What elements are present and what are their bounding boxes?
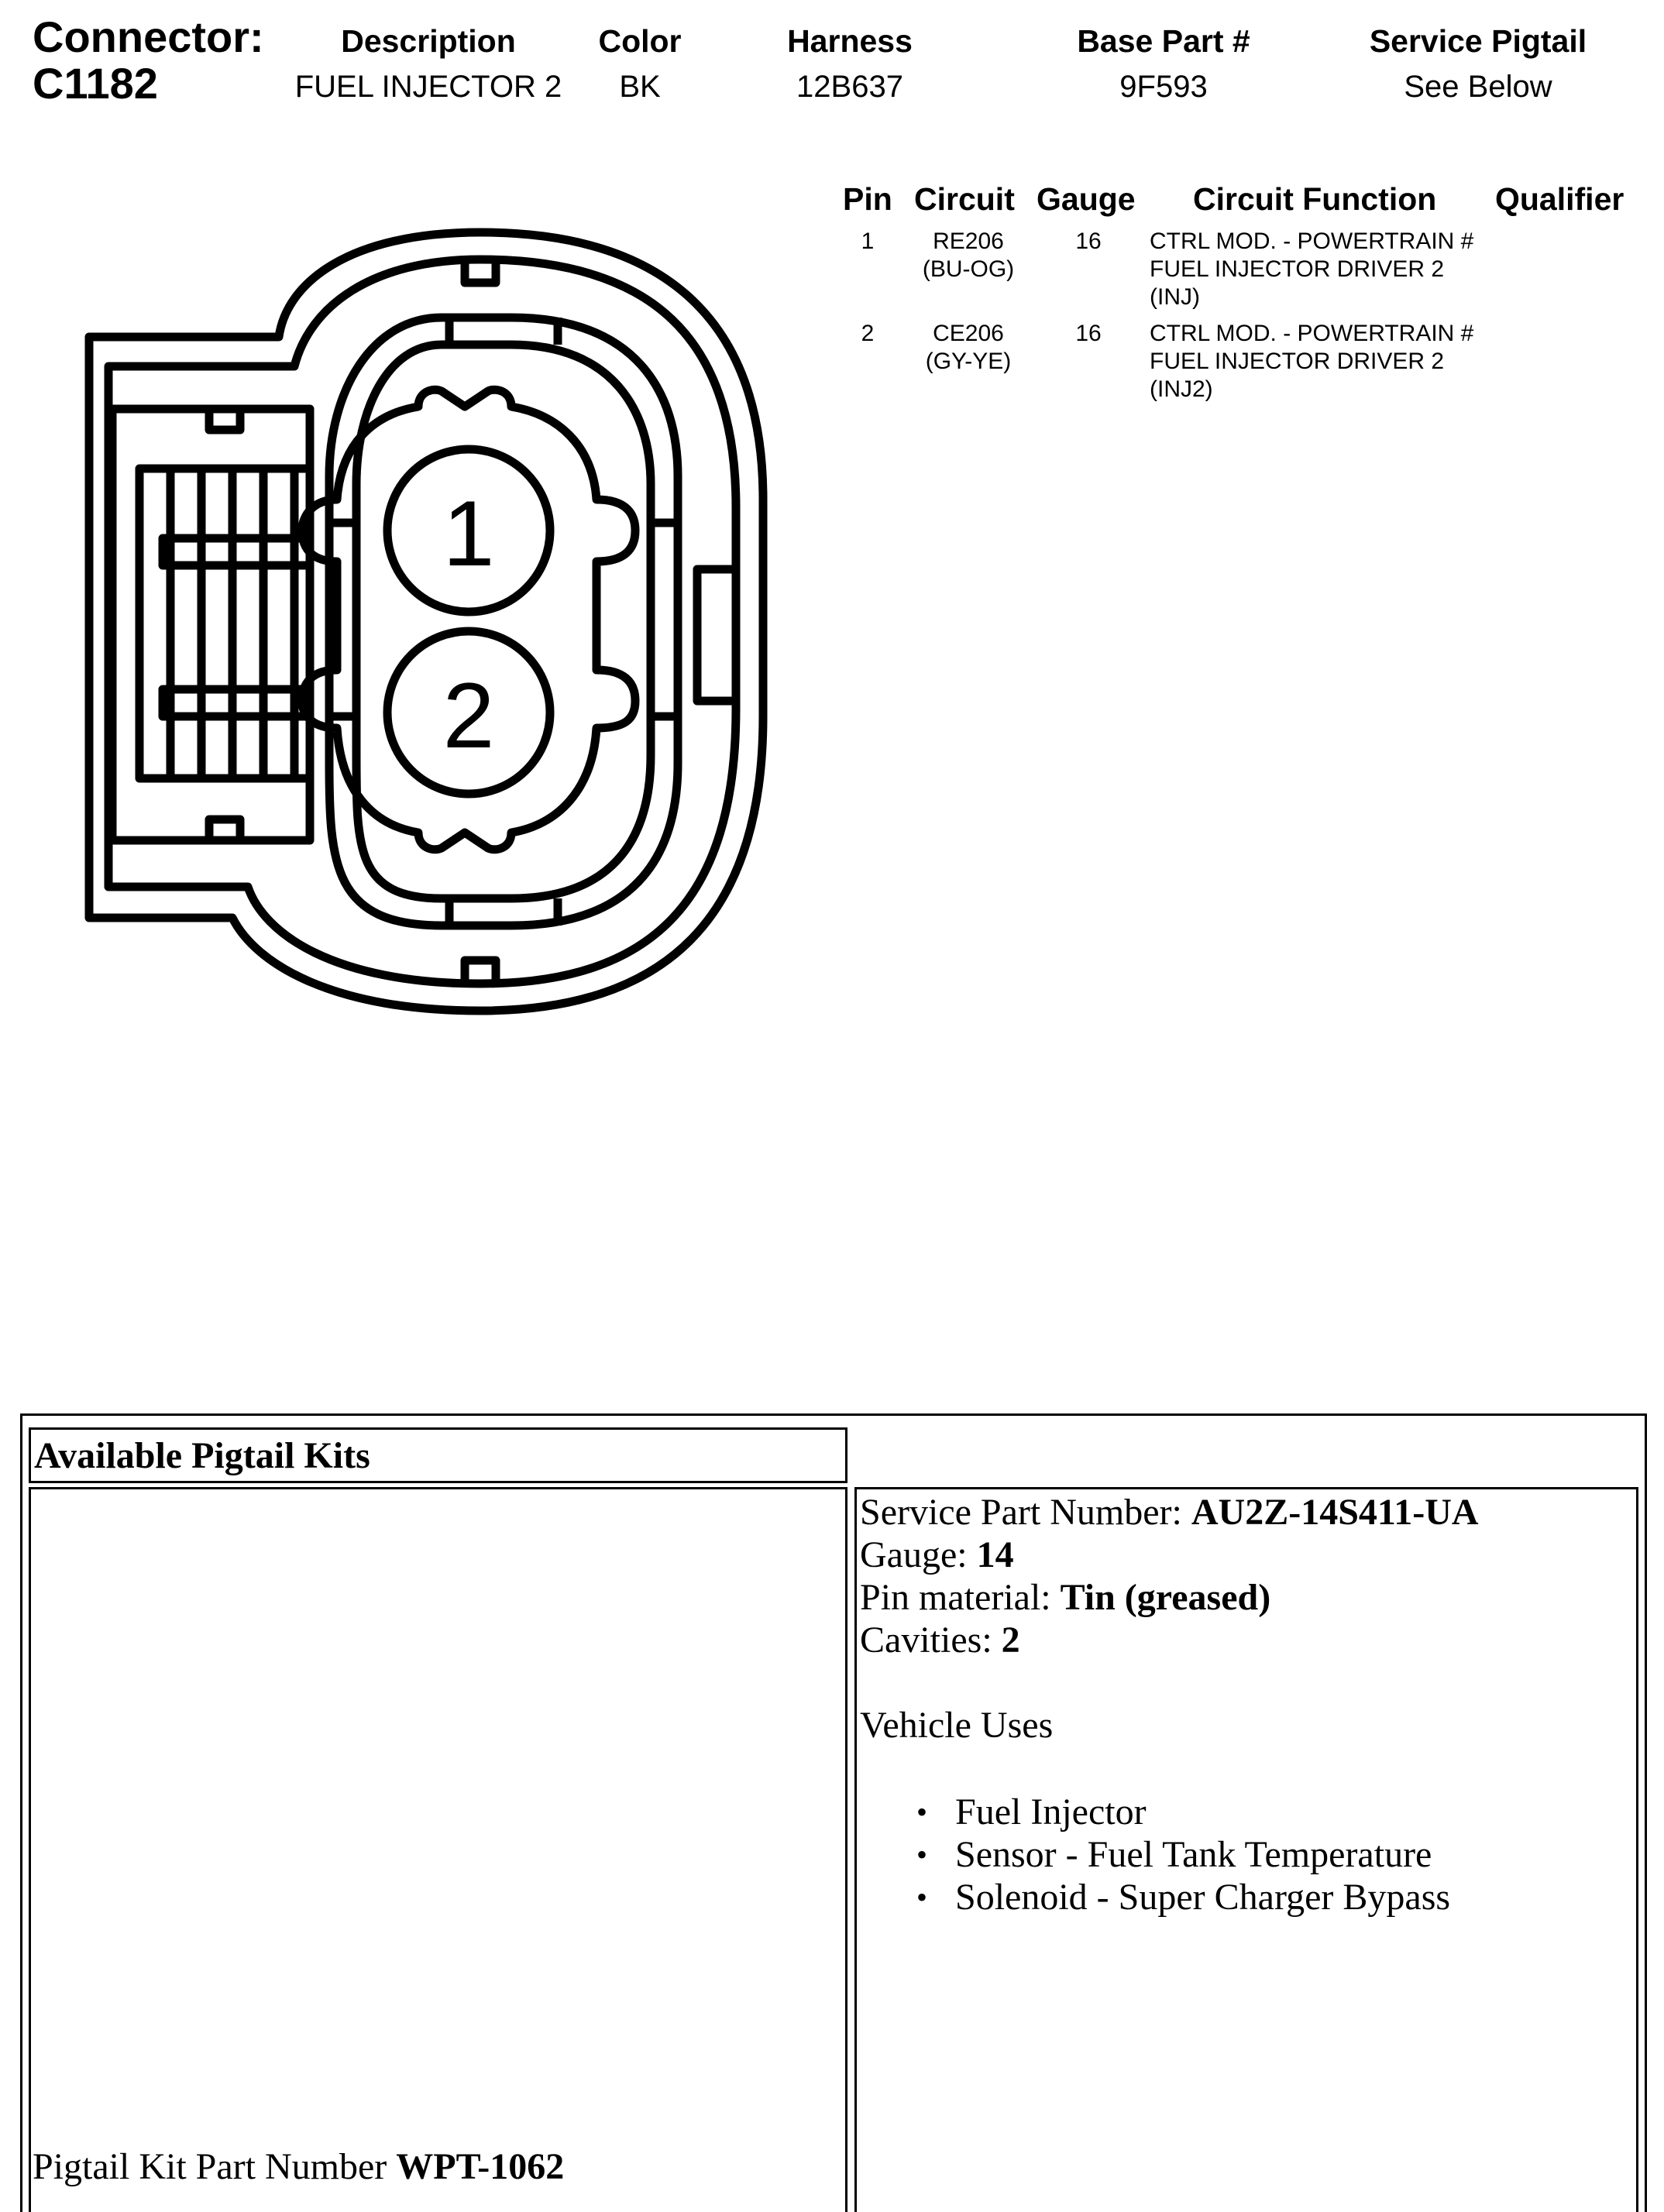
list-item: • Fuel Injector xyxy=(916,1791,1450,1833)
housing-inner-wall xyxy=(356,345,651,898)
cavity-label-2: 2 xyxy=(442,664,495,768)
gauge-value: 16 xyxy=(1075,228,1102,254)
pin-table-header-gauge: Gauge xyxy=(1037,181,1136,217)
header-color: Color xyxy=(598,23,682,59)
circuit-function-line: FUEL INJECTOR DRIVER 2 xyxy=(1150,256,1445,282)
value-color: BK xyxy=(619,70,661,104)
pigtail-kit-title-box xyxy=(29,1427,847,1483)
list-item: • Solenoid - Super Charger Bypass xyxy=(916,1876,1450,1918)
value-description: FUEL INJECTOR 2 xyxy=(294,70,562,104)
value-service-pigtail: See Below xyxy=(1404,70,1552,104)
list-item: • Sensor - Fuel Tank Temperature xyxy=(916,1833,1450,1876)
pigtail-kit-image-cell xyxy=(29,1487,847,2212)
pin-material-info: Pin material: Tin (greased) xyxy=(860,1577,1271,1618)
pin-table-header-function: Circuit Function xyxy=(1193,181,1437,217)
pin-table-header-pin: Pin xyxy=(843,181,892,217)
circuit-color: (BU-OG) xyxy=(922,256,1015,282)
pin-table-header-circuit: Circuit xyxy=(914,181,1015,217)
service-part-number-value: AU2Z-14S411-UA xyxy=(1191,1492,1479,1533)
cavities-info: Cavities: 2 xyxy=(860,1620,1020,1661)
header-harness: Harness xyxy=(787,23,913,59)
circuit-function-line: (INJ2) xyxy=(1150,376,1213,402)
header-service-pigtail: Service Pigtail xyxy=(1369,23,1587,59)
gauge-info: Gauge: 14 xyxy=(860,1534,1014,1575)
circuit-function-line: CTRL MOD. - POWERTRAIN # xyxy=(1150,228,1474,254)
circuit-id: RE206 xyxy=(933,228,1004,254)
pin-number: 2 xyxy=(861,321,875,346)
circuit-id: CE206 xyxy=(933,321,1004,346)
vehicle-uses-title: Vehicle Uses xyxy=(860,1705,1054,1746)
gauge-value: 16 xyxy=(1075,321,1102,346)
housing-outer-wall xyxy=(329,318,678,926)
cavities-value: 2 xyxy=(1001,1620,1020,1661)
header-description: Description xyxy=(341,23,516,59)
pin-material-value: Tin (greased) xyxy=(1060,1577,1271,1618)
right-key-notch xyxy=(697,569,736,701)
circuit-function-line: CTRL MOD. - POWERTRAIN # xyxy=(1150,321,1474,346)
pin-number: 1 xyxy=(861,228,875,254)
cavity-label-1: 1 xyxy=(442,482,495,586)
pigtail-kit-part-number-value: WPT-1062 xyxy=(396,2146,565,2187)
gauge-info-value: 14 xyxy=(976,1534,1014,1575)
header-base-part: Base Part # xyxy=(1077,23,1250,59)
value-base-part: 9F593 xyxy=(1119,70,1208,104)
connector-id: C1182 xyxy=(33,59,158,108)
service-part-number: Service Part Number: AU2Z-14S411-UA xyxy=(860,1492,1479,1533)
circuit-function-line: FUEL INJECTOR DRIVER 2 xyxy=(1150,349,1445,374)
connector-face-diagram xyxy=(77,221,790,1026)
pigtail-kit-title: Available Pigtail Kits xyxy=(34,1435,370,1476)
vehicle-uses-list xyxy=(916,1791,1450,1918)
pigtail-kit-part-number: Pigtail Kit Part Number WPT-1062 xyxy=(33,2146,565,2187)
circuit-color: (GY-YE) xyxy=(925,349,1012,374)
value-harness: 12B637 xyxy=(796,70,903,104)
connector-label: Connector: xyxy=(33,12,264,61)
circuit-function-line: (INJ) xyxy=(1150,284,1200,310)
latch-inner-frame xyxy=(139,469,310,778)
pin-table-header-qualifier: Qualifier xyxy=(1495,181,1624,217)
